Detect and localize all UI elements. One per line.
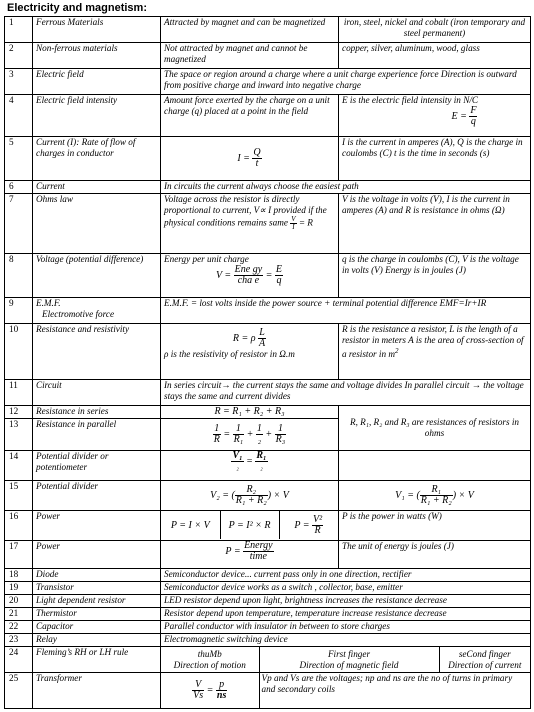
equals-sign: = — [206, 684, 214, 696]
finger-meaning: Direction of current — [448, 659, 522, 670]
topic-cell: Potential divider or potentiometer — [33, 451, 161, 481]
description-cell — [161, 324, 339, 380]
extra-cell — [339, 95, 531, 137]
equals-sign: = — [246, 455, 253, 467]
formula-lhs: R = ρ — [232, 332, 256, 344]
topic-cell: Capacitor — [33, 621, 161, 634]
row-number: 16 — [5, 511, 33, 541]
formula-group — [161, 511, 339, 541]
table-row — [5, 595, 531, 608]
fraction — [469, 106, 477, 127]
numerator: F — [470, 105, 477, 116]
transformer-cell — [161, 673, 531, 709]
extra-cell: iron, steel, nickel and cobalt (iron temporary and steel permanent) — [339, 17, 531, 43]
power-formulas — [161, 511, 338, 539]
fraction — [255, 451, 267, 472]
row-number: 24 — [5, 647, 33, 673]
row-number: 21 — [5, 608, 33, 621]
row-number: 15 — [5, 481, 33, 511]
row-number: 20 — [5, 595, 33, 608]
formula-lhs: V₁ = ( — [395, 489, 420, 501]
table-row — [5, 95, 531, 137]
extra-cell: V is the voltage in volts (V), I is the current in amperes (A) and R is resistance in ohms (Ω) — [339, 194, 531, 254]
description-cell: Electromagnetic switching device — [161, 634, 531, 647]
extra-text: R is the resistance a resistor, L is the length of a resistor in meters A is the area of cross-section of a resistor in m — [342, 324, 524, 359]
denominator: ₂ — [236, 463, 239, 471]
description-text: Voltage across the resistor is directly proportional to current, V∝ I provided if the physical conditions remains same — [164, 194, 327, 228]
finger-meaning: Direction of magnetic field — [299, 659, 399, 670]
description-cell: In circuits the current always choose the easiest path — [161, 181, 531, 194]
row-number: 12 — [5, 406, 33, 419]
formula — [161, 419, 339, 451]
description-cell — [161, 254, 339, 298]
denominator: q — [470, 116, 476, 127]
fraction — [275, 265, 283, 286]
topic-cell: Resistance in series — [33, 406, 161, 419]
page-title: Electricity and magnetism: — [7, 2, 147, 14]
description-cell: Resistor depend upon temperature, temperature increase resistance decrease — [161, 608, 531, 621]
topic-cell: Diode — [33, 569, 161, 582]
row-number: 7 — [5, 194, 33, 254]
topic-cell: Transistor — [33, 582, 161, 595]
row-number: 5 — [5, 137, 33, 181]
formula-table — [4, 16, 531, 709]
formula-lhs: V = — [215, 269, 232, 281]
description-text: ρ is the resistivity of resistor in Ω.m — [164, 349, 295, 359]
topic-text: E.M.F. — [36, 298, 61, 308]
table-row — [5, 582, 531, 595]
fraction — [312, 515, 323, 536]
formula-rhs: ) × V — [267, 489, 289, 501]
thumb-cell — [161, 647, 259, 672]
row-number: 8 — [5, 254, 33, 298]
fraction — [192, 680, 204, 701]
topic-cell: Resistance in parallel — [33, 419, 161, 451]
description-cell: Semiconductor device... current pass only in one direction, rectifier — [161, 569, 531, 582]
table-row — [5, 673, 531, 709]
extra-cell: Vp and Vs are the voltages; np and ns are the no of turns in primary and secondary coils — [261, 673, 513, 694]
extra-cell: I is the current in amperes (A), Q is the charge in coulombs (C) t is the time in seconds (s) — [339, 137, 531, 181]
formula: P = I × V — [161, 511, 220, 539]
finger-label: seCond finger — [458, 648, 511, 659]
table-row — [5, 451, 531, 481]
topic-cell: Current — [33, 181, 161, 194]
numerator: p — [216, 680, 227, 691]
formula — [161, 137, 339, 181]
numerator: 1 — [275, 424, 287, 435]
row-number: 14 — [5, 451, 33, 481]
formula — [161, 481, 339, 511]
row-number: 17 — [5, 541, 33, 569]
extra-cell: copper, silver, aluminum, wood, glass — [339, 43, 531, 69]
topic-cell — [33, 298, 161, 324]
fraction — [234, 265, 264, 286]
formula: R = R₁ + R₂ + R₃ — [161, 406, 339, 419]
extra-cell: P is the power in watts (W) — [339, 511, 531, 541]
topic-cell: Potential divider — [33, 481, 161, 511]
numerator: Ene gy — [234, 264, 263, 275]
numerator: 1 — [214, 423, 220, 434]
numerator: Q — [253, 147, 261, 158]
topic-cell: Electric field intensity — [33, 95, 161, 137]
rule-columns — [161, 647, 530, 672]
denominator: I — [292, 223, 295, 231]
topic-cell: Ohms law — [33, 194, 161, 254]
fraction — [231, 451, 243, 472]
table-row — [5, 481, 531, 511]
denominator: t — [255, 158, 259, 169]
formula-rhs: ) × V — [452, 489, 474, 501]
equals-sign: = — [265, 269, 273, 281]
fraction — [256, 424, 263, 445]
topic-cell: Relay — [33, 634, 161, 647]
description-cell: E.M.F. = lost volts inside the power source + terminal potential difference EMF=Ir+IR — [161, 298, 531, 324]
numerator: V₁ — [232, 450, 243, 461]
transformer-columns — [161, 673, 530, 708]
numerator: V — [192, 680, 204, 691]
topic-cell: Fleming’s RH or LH rule — [33, 647, 161, 673]
row-number: 25 — [5, 673, 33, 709]
row-number: 10 — [5, 324, 33, 380]
plus-sign: + — [246, 428, 254, 440]
row-number: 23 — [5, 634, 33, 647]
row-number: 22 — [5, 621, 33, 634]
denominator: ₂ — [257, 434, 262, 445]
topic-subtext: Electromotive force — [42, 309, 115, 319]
table-row — [5, 380, 531, 406]
fraction — [243, 541, 274, 562]
fraction — [233, 424, 245, 445]
fraction — [275, 424, 287, 445]
extra-cell — [339, 451, 531, 481]
first-finger-cell — [259, 647, 439, 672]
fraction — [252, 148, 261, 169]
numerator: E — [275, 264, 283, 275]
topic-cell: Electric field — [33, 69, 161, 95]
topic-cell: Thermistor — [33, 608, 161, 621]
table-row — [5, 194, 531, 254]
description-cell: LED resistor depend upon light, brightness increases the resistance decrease — [161, 595, 531, 608]
topic-cell: Resistance and resistivity — [33, 324, 161, 380]
numerator: Energy — [244, 540, 273, 551]
formula-lhs: E = — [451, 110, 467, 122]
denominator: R₁ + R₂ — [235, 495, 267, 506]
row-number: 9 — [5, 298, 33, 324]
denominator: R — [314, 524, 321, 536]
description-cell — [161, 194, 339, 254]
denominator: time — [249, 551, 267, 562]
denominator: R₃ — [275, 434, 286, 445]
formula-lhs: I = — [237, 152, 250, 164]
numerator: R₁ — [420, 485, 453, 496]
denominator: R₁ + R₂ — [420, 495, 452, 506]
topic-cell: Non-ferrous materials — [33, 43, 161, 69]
description-text: Energy per unit charge — [164, 254, 249, 264]
table-row — [5, 541, 531, 569]
row-number: 2 — [5, 43, 33, 69]
table-row — [5, 324, 531, 380]
equals-sign: = — [223, 428, 231, 440]
numerator: V — [291, 215, 296, 223]
numerator: V² — [313, 513, 323, 525]
description-cell: Parallel conductor with insulator in between to store charges — [161, 621, 531, 634]
denominator: Vs — [193, 690, 204, 701]
denominator: ns — [216, 690, 227, 701]
table-row — [5, 511, 531, 541]
plus-sign: + — [265, 428, 273, 440]
formula — [161, 673, 259, 708]
topic-cell: Circuit — [33, 380, 161, 406]
table-row — [5, 254, 531, 298]
rule-fingers — [161, 647, 531, 673]
numerator: 1 — [233, 424, 245, 435]
description-cell: The space or region around a charge where a unit charge experience force Direction is outward from positive charge and inward into negative charge — [161, 69, 531, 95]
formula — [161, 451, 339, 481]
topic-cell: Ferrous Materials — [33, 17, 161, 43]
table-row — [5, 43, 531, 69]
table-row — [5, 647, 531, 673]
formula: P = I² × R — [220, 511, 279, 539]
extra-text: E is the electric field intensity in N/C — [342, 95, 479, 105]
description-cell: Not attracted by magnet and cannot be magnetized — [161, 43, 339, 69]
second-finger-cell — [439, 647, 530, 672]
row-number: 11 — [5, 380, 33, 406]
formula — [279, 511, 338, 539]
row-number: 13 — [5, 419, 33, 451]
row-number: 1 — [5, 17, 33, 43]
topic-cell: Voltage (potential difference) — [33, 254, 161, 298]
extra-cell: R, R₁, R₂ and R₃ are resistances of resistors in ohms — [339, 406, 531, 451]
denominator: R — [213, 434, 220, 445]
extra-cell — [339, 324, 531, 380]
row-number: 3 — [5, 69, 33, 95]
formula — [164, 265, 335, 286]
denominator: ₂ — [260, 463, 263, 471]
extra-cell: q is the charge in coulombs (C), V is the voltage in volts (V) Energy is in joules (J) — [339, 254, 531, 298]
topic-cell: Transformer — [33, 673, 161, 709]
row-number: 6 — [5, 181, 33, 194]
denominator: A — [259, 338, 266, 349]
row-number: 19 — [5, 582, 33, 595]
fraction — [216, 680, 227, 701]
description-cell: Amount force exerted by the charge on a unit charge (q) placed at a point in the field — [161, 95, 339, 137]
numerator: 1 — [256, 423, 262, 434]
table-row — [5, 621, 531, 634]
table-row — [5, 181, 531, 194]
description-cell: Semiconductor device works as a switch , collector, base, emitter — [161, 582, 531, 595]
denominator: q — [276, 275, 282, 286]
description-cell: Attracted by magnet and can be magnetized — [161, 17, 339, 43]
fraction — [420, 485, 453, 506]
denominator: R₁ — [233, 434, 244, 445]
formula-rhs: = R — [298, 217, 313, 228]
table-row — [5, 69, 531, 95]
fraction — [213, 424, 221, 445]
topic-cell: Light dependent resistor — [33, 595, 161, 608]
formula — [161, 541, 339, 569]
table-row — [5, 298, 531, 324]
finger-meaning: Direction of motion — [173, 659, 246, 670]
numerator: R₂ — [235, 485, 268, 496]
table-row — [5, 634, 531, 647]
fraction — [290, 216, 296, 231]
table-row — [5, 17, 531, 43]
description-cell: In series circuit→ the current stays the same and voltage divides In parallel circuit → the voltage stays the same and current divides — [161, 380, 531, 406]
row-number: 18 — [5, 569, 33, 582]
table-row — [5, 608, 531, 621]
table-row — [5, 569, 531, 582]
topic-cell: Power — [33, 511, 161, 541]
table-row — [5, 137, 531, 181]
formula-lhs: P = — [225, 545, 241, 557]
numerator: R₁ — [256, 450, 267, 461]
formula — [164, 328, 335, 349]
formula-lhs: V₂ = ( — [210, 489, 235, 501]
formula — [342, 106, 527, 127]
numerator: L — [259, 327, 265, 338]
formula-lhs: P = — [294, 519, 310, 531]
table-row — [5, 406, 531, 419]
formula — [339, 481, 531, 511]
fraction — [258, 328, 266, 349]
finger-label: thuMb — [197, 648, 222, 659]
row-number: 4 — [5, 95, 33, 137]
finger-label: First finger — [327, 648, 371, 659]
topic-cell: Power — [33, 541, 161, 569]
fraction — [235, 485, 268, 506]
topic-cell: Current (I): Rate of flow of charges in conductor — [33, 137, 161, 181]
denominator: cha e — [237, 275, 260, 286]
superscript: 2 — [395, 347, 399, 355]
extra-cell: The unit of energy is joules (J) — [339, 541, 531, 569]
